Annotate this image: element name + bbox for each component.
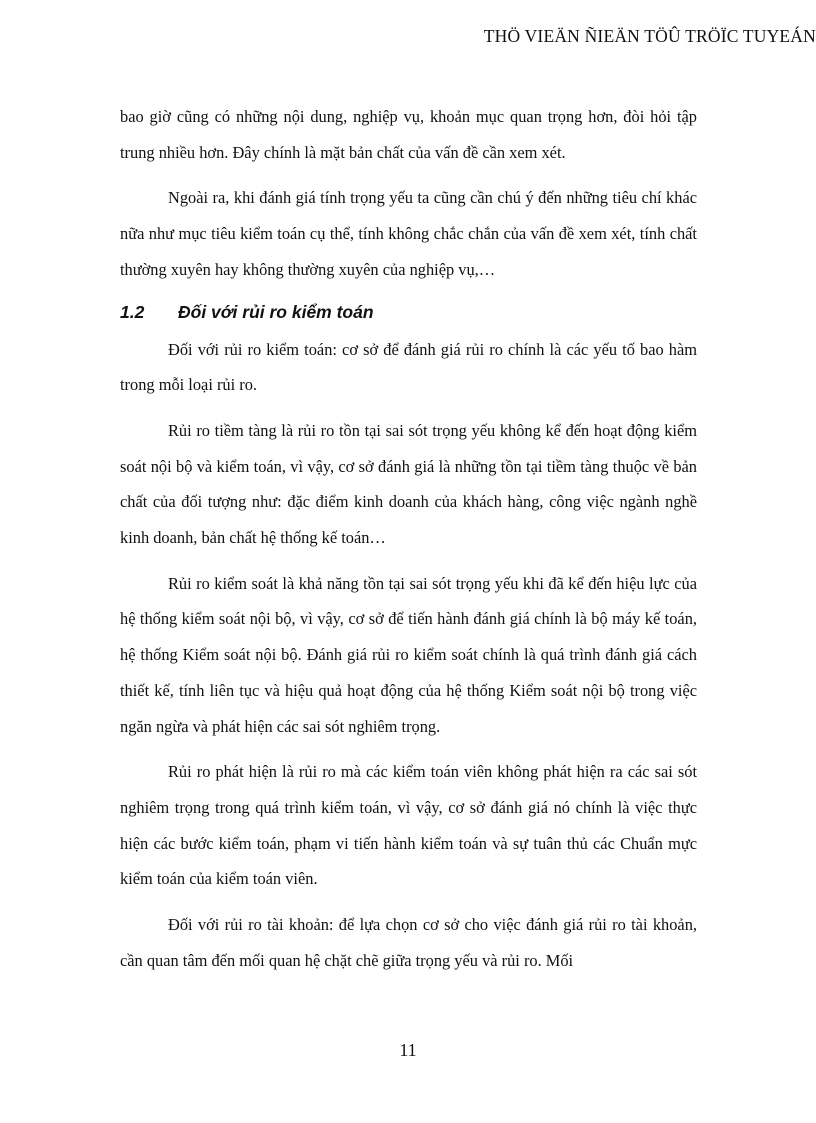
paragraph-account-risk: Đối với rủi ro tài khoản: để lựa chọn cơ sở cho việc đánh giá rủi ro tài khoản, cần quan tâm đến mối quan hệ chặt chẽ giữa trọng yếu và rủi ro. Mối [120, 915, 697, 970]
paragraph-inherent-risk: Rủi ro tiềm tàng là rủi ro tồn tại sai sót trọng yếu không kể đến hoạt động kiểm soát nội bộ và kiểm toán, vì vậy, cơ sở đánh giá là những tồn tại tiềm tàng thuộc về bản chất của đối tượng như: đặc điểm kinh doanh của khách hàng, công việc ngành nghề kinh doanh, bản chất hệ thống kế toán… [120, 420, 697, 548]
paragraph-audit-risk-basis: Đối với rủi ro kiểm toán: cơ sở để đánh giá rủi ro chính là các yếu tố bao hàm trong mỗi loại rủi ro. [120, 339, 697, 395]
section-heading [120, 298, 697, 326]
paragraph-control-risk: Rủi ro kiểm soát là khả năng tồn tại sai sót trọng yếu khi đã kể đến hiệu lực của hệ thống kiểm soát nội bộ, vì vậy, cơ sở để tiến hành đánh giá chính là bộ máy kế toán, hệ thống Kiểm soát nội bộ. Đánh giá rủi ro kiểm soát chính là quá trình đánh giá cách thiết kế, tính liên tục và hiệu quả hoạt động của hệ thống Kiểm soát nội bộ trong việc ngăn ngừa và phát hiện các sai sót nghiêm trọng. [120, 573, 697, 736]
page-content [120, 99, 697, 988]
paragraph-materiality-criteria: Ngoài ra, khi đánh giá tính trọng yếu ta cũng cần chú ý đến những tiêu chí khác nữa như mục tiêu kiểm toán cụ thể, tính không chắc chắn của vấn đề xem xét, tính chất thường xuyên hay không thường xuyên của nghiệp vụ,… [120, 188, 697, 279]
page-number: 11 [399, 1040, 417, 1060]
paragraph-continuation: bao giờ cũng có những nội dung, nghiệp vụ, khoản mục quan trọng hơn, đòi hỏi tập trung nhiều hơn. Đây chính là mặt bản chất của vấn đề cần xem xét. [120, 107, 697, 162]
section-number: 1.2 [120, 301, 145, 322]
section-title: Đối với rủi ro kiểm toán [178, 301, 374, 322]
running-header: THÖ VIEÄN ÑIEÄN TÖÛ TRÖÏC TUYEÁN [483, 26, 816, 46]
paragraph-detection-risk: Rủi ro phát hiện là rủi ro mà các kiểm toán viên không phát hiện ra các sai sót nghiêm trọng trong quá trình kiểm toán, vì vậy, cơ sở đánh giá nó chính là việc thực hiện các bước kiểm toán, phạm vi tiến hành kiểm toán và sự tuân thủ các Chuẩn mực kiểm toán của kiểm toán viên. [120, 762, 697, 889]
